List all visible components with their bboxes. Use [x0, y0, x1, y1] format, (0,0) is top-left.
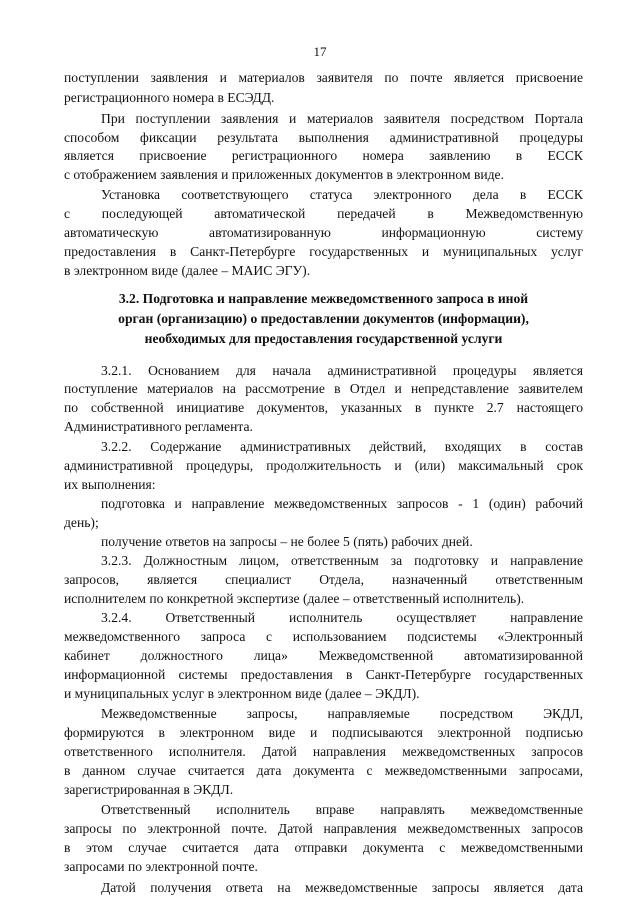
text-line: запросами по электронной почте. — [64, 859, 258, 874]
text-line: запросов, является специалист Отдела, назначенный ответственным — [64, 572, 583, 587]
text-line: день); — [64, 515, 99, 530]
text-line: способом фиксации результата выполнения административной процедуры — [64, 130, 583, 145]
text-line: 3.2.1. Основанием для начала административной процедуры является — [101, 363, 583, 378]
text-line: получение ответов на запросы – не более 5 (пять) рабочих дней. — [101, 534, 473, 549]
text-line: с отображением заявления и приложенных документов в электронном виде. — [64, 167, 504, 182]
page-number: 17 — [313, 44, 327, 59]
text-line: 3.2.3. Должностным лицом, ответственным за подготовку и направление — [101, 553, 583, 568]
text-line: поступлении заявления и материалов заявителя по почте является присвоение — [64, 70, 583, 85]
text-line: кабинет должностного лица» Межведомственной автоматизированной — [64, 648, 583, 663]
text-line: информационной системы предоставления в Санкт-Петербурге государственных — [64, 667, 583, 682]
text-line: формируются в электронном виде и подписываются электронной подписью — [64, 725, 583, 740]
text-line: Установка соответствующего статуса электронного дела в ЕССК — [101, 187, 583, 202]
text-line: зарегистрированная в ЭКДЛ. — [64, 782, 234, 797]
text-line: по собственной инициативе документов, указанных в пункте 2.7 настоящего — [64, 400, 583, 415]
section-heading-line: необходимых для предоставления государственной услуги — [144, 331, 503, 346]
text-line: является присвоение регистрационного номера заявлению в ЕССК — [64, 148, 583, 163]
text-line: Ответственный исполнитель вправе направлять межведомственные — [101, 802, 583, 817]
text-line: административной процедуры, продолжительность и (или) максимальный срок — [64, 458, 583, 473]
text-line: Административного регламента. — [64, 419, 253, 434]
text-line: запросы по электронной почте. Датой направления межведомственных запросов — [64, 821, 583, 836]
text-line: с последующей автоматической передачей в Межведомственную — [64, 206, 583, 221]
text-line: межведомственного запроса с использованием подсистемы «Электронный — [64, 629, 583, 644]
text-line: 3.2.2. Содержание административных действий, входящих в состав — [101, 439, 583, 454]
text-line: исполнителем по конкретной экспертизе (далее – ответственный исполнитель). — [64, 591, 525, 606]
text-line: При поступлении заявления и материалов заявителя посредством Портала — [101, 111, 583, 126]
text-line: регистрационного номера в ЕСЭДД. — [64, 90, 275, 105]
text-line: предоставления в Санкт-Петербурге государственных и муниципальных услуг — [64, 244, 583, 259]
text-line: и муниципальных услуг в электронном виде (далее – ЭКДЛ). — [64, 686, 420, 701]
text-line: в данном случае считается дата документа с межведомственными запросами, — [64, 763, 583, 778]
text-line: в этом случае считается дата отправки документа с межведомственными — [64, 840, 583, 855]
text-line: Датой получения ответа на межведомственные запросы является дата — [101, 880, 583, 895]
text-line: автоматическую автоматизированную информационную систему — [64, 225, 583, 240]
text-line: их выполнения: — [64, 477, 156, 492]
text-line: в электронном виде (далее – МАИС ЭГУ). — [64, 263, 311, 278]
section-heading-line: 3.2. Подготовка и направление межведомственного запроса в иной — [118, 291, 529, 306]
section-heading-line: орган (организацию) о предоставлении документов (информации), — [118, 311, 529, 326]
text-line: Межведомственные запросы, направляемые посредством ЭКДЛ, — [101, 706, 583, 721]
text-line: поступление материалов на рассмотрение в Отдел и непредставление заявителем — [64, 381, 583, 396]
text-line: ответственного исполнителя. Датой направления межведомственных запросов — [64, 744, 583, 759]
text-line: 3.2.4. Ответственный исполнитель осуществляет направление — [101, 610, 583, 625]
text-line: подготовка и направление межведомственных запросов - 1 (один) рабочий — [101, 496, 583, 511]
